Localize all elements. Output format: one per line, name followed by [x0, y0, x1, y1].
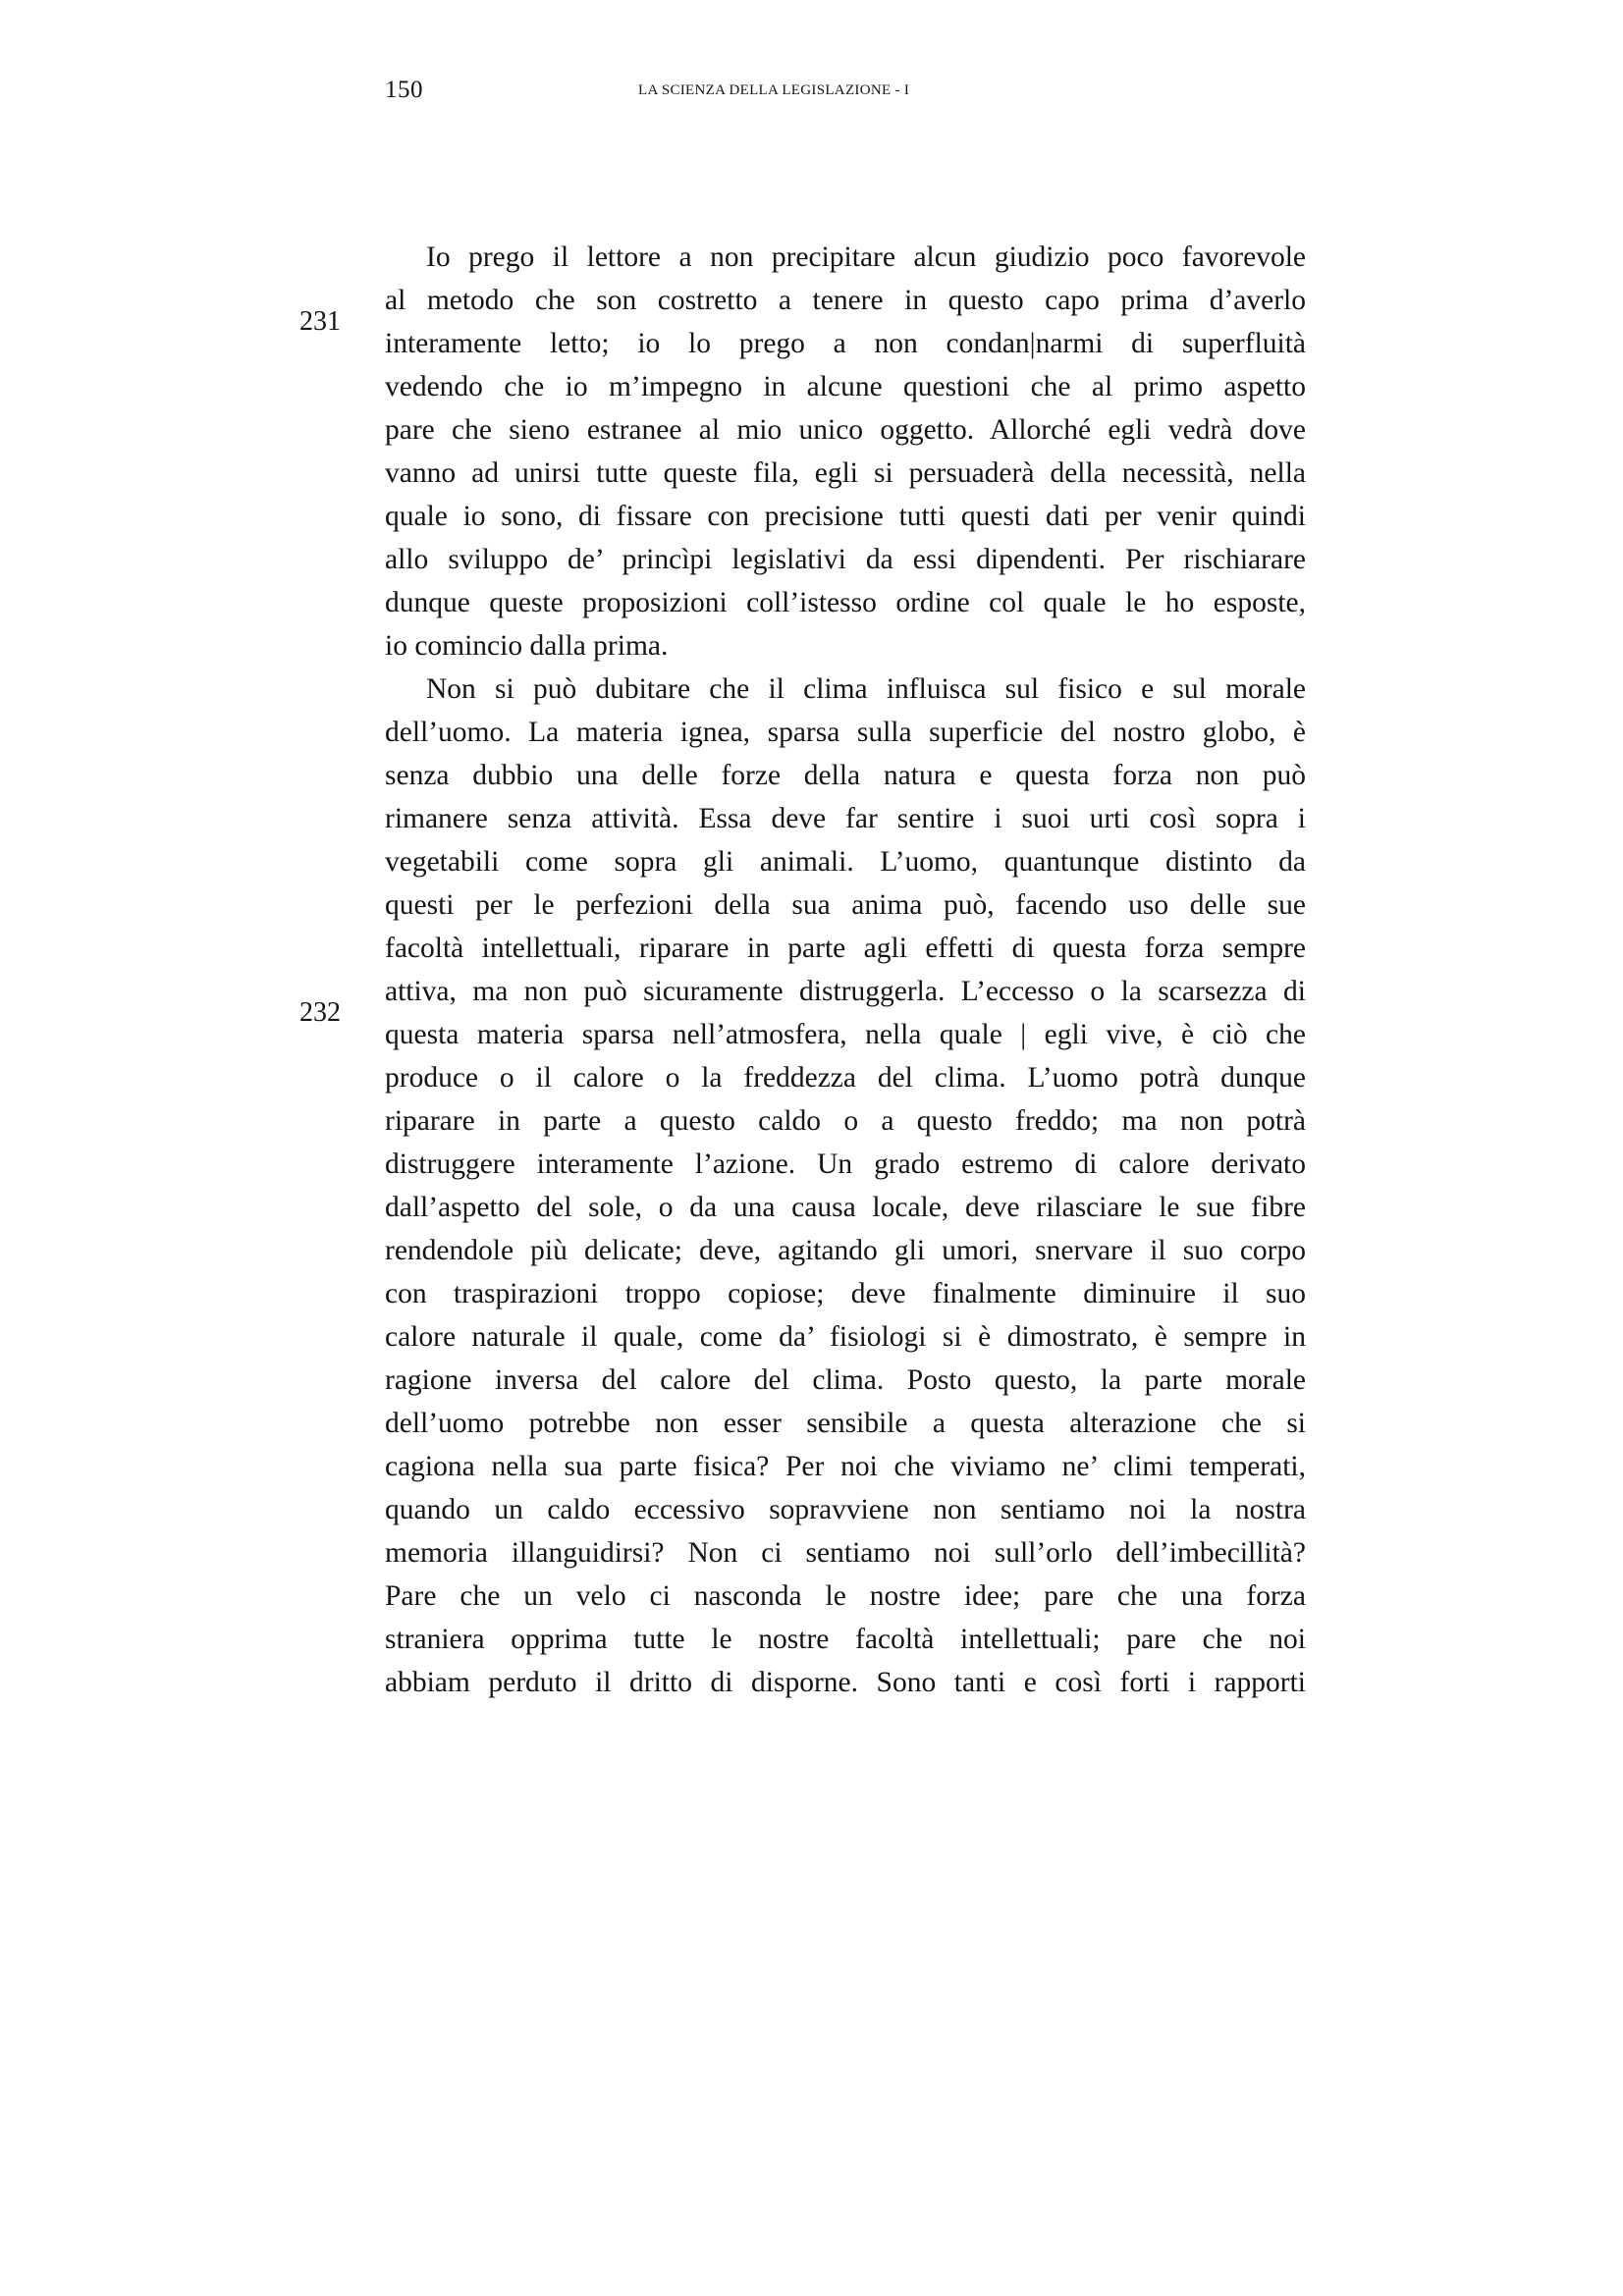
text-line: attiva, ma non può sicuramente distruggerla. L’eccesso o la scarsezza di: [385, 976, 1306, 1007]
text-line: allo sviluppo de’ princìpi legislativi da essi dipendenti. Per rischiarare: [385, 544, 1306, 575]
text-line: riparare in parte a questo caldo o a questo freddo; ma non potrà: [385, 1105, 1306, 1137]
text-line: memoria illanguidirsi? Non ci sentiamo noi sull’orlo dell’imbecillità?: [385, 1537, 1306, 1569]
text-line: dunque queste proposizioni coll’istesso ordine col quale le ho esposte,: [385, 587, 1306, 618]
text-line: produce o il calore o la freddezza del clima. L’uomo potrà dunque: [385, 1062, 1306, 1094]
text-line: rendendole più delicate; deve, agitando gli umori, snervare il suo corpo: [385, 1235, 1306, 1266]
margin-number-232: 232: [299, 997, 341, 1028]
text-line: interamente letto; io lo prego a non condan|narmi di superfluità: [385, 328, 1306, 359]
text-line: vanno ad unirsi tutte queste fila, egli si persuaderà della necessità, nella: [385, 457, 1306, 489]
text-line: Pare che un velo ci nasconda le nostre idee; pare che una forza: [385, 1580, 1306, 1612]
running-title: LA SCIENZA DELLA LEGISLAZIONE - I: [638, 82, 910, 98]
text-line: straniera opprima tutte le nostre facoltà intellettuali; pare che noi: [385, 1624, 1306, 1655]
text-line: questi per le perfezioni della sua anima può, facendo uso delle sue: [385, 889, 1306, 921]
running-head: [385, 77, 1306, 106]
text-line: cagiona nella sua parte fisica? Per noi che viviamo ne’ climi temperati,: [385, 1451, 1306, 1482]
paragraph-1: [385, 236, 1306, 667]
margin-number-231: 231: [299, 306, 341, 337]
text-line: vedendo che io m’impegno in alcune questioni che al primo aspetto: [385, 371, 1306, 402]
text-line: dall’aspetto del sole, o da una causa locale, deve rilasciare le sue fibre: [385, 1192, 1306, 1223]
text-line: con traspirazioni troppo copiose; deve finalmente diminuire il suo: [385, 1278, 1306, 1309]
text-line: quando un caldo eccessivo sopravviene non sentiamo noi la nostra: [385, 1494, 1306, 1525]
text-line: rimanere senza attività. Essa deve far sentire i suoi urti così sopra i: [385, 803, 1306, 834]
text-line: abbiam perduto il dritto di disporne. Sono tanti e così forti i rapporti: [385, 1667, 1306, 1698]
text-line: dell’uomo potrebbe non esser sensibile a questa alterazione che si: [385, 1408, 1306, 1439]
text-line: senza dubbio una delle forze della natura e questa forza non può: [385, 760, 1306, 791]
text-line: pare che sieno estranee al mio unico oggetto. Allorché egli vedrà dove: [385, 414, 1306, 446]
text-line: al metodo che son costretto a tenere in questo capo prima d’averlo: [385, 285, 1306, 316]
page-number: 150: [385, 77, 423, 103]
text-line: quale io sono, di fissare con precisione tutti questi dati per venir quindi: [385, 501, 1306, 532]
paragraph-2: [385, 667, 1306, 1704]
text-line: ragione inversa del calore del clima. Posto questo, la parte morale: [385, 1364, 1306, 1396]
body-text: [385, 236, 1306, 1704]
text-line: dell’uomo. La materia ignea, sparsa sulla superficie del nostro globo, è: [385, 717, 1306, 748]
text-line: Non si può dubitare che il clima influisca sul fisico e sul morale: [426, 673, 1306, 705]
text-line: questa materia sparsa nell’atmosfera, nella quale | egli vive, è ciò che: [385, 1019, 1306, 1050]
text-line: vegetabili come sopra gli animali. L’uomo, quantunque distinto da: [385, 846, 1306, 878]
text-line: calore naturale il quale, come da’ fisiologi si è dimostrato, è sempre in: [385, 1321, 1306, 1353]
text-line: Io prego il lettore a non precipitare alcun giudizio poco favorevole: [426, 241, 1306, 273]
text-line: io comincio dalla prima.: [385, 630, 669, 662]
text-line: facoltà intellettuali, riparare in parte agli effetti di questa forza sempre: [385, 933, 1306, 964]
text-line: distruggere interamente l’azione. Un grado estremo di calore derivato: [385, 1148, 1306, 1180]
